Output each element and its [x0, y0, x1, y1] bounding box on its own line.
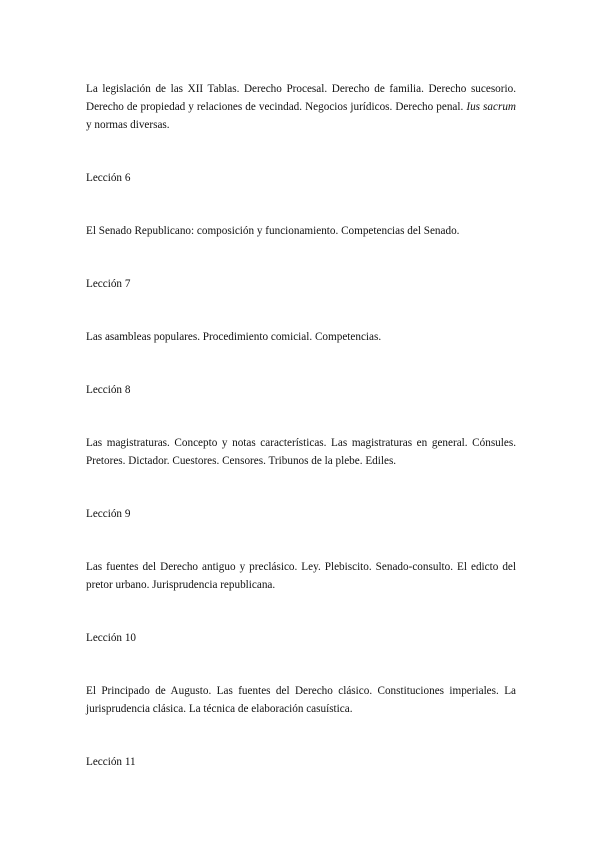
paragraph-xii-tablas [86, 80, 516, 134]
lesson-heading-6: Lección 6 [86, 172, 131, 184]
paragraph-text: y normas diversas. [86, 119, 170, 131]
lesson-text-7: Las asambleas populares. Procedimiento comicial. Competencias. [86, 331, 382, 343]
document-page [86, 80, 516, 771]
lesson-text-8: Las magistraturas. Concepto y notas características. Las magistraturas en general. Cónsules. Pretores. Dictador. Cuestores. Censores. Tribunos de la plebe. Ediles. [86, 437, 516, 467]
lesson-heading-9: Lección 9 [86, 508, 131, 520]
lesson-heading-11: Lección 11 [86, 756, 136, 768]
lesson-heading-10: Lección 10 [86, 632, 137, 644]
lesson-text-6: El Senado Republicano: composición y funcionamiento. Competencias del Senado. [86, 225, 460, 237]
paragraph-italic-term: Ius sacrum [466, 101, 516, 113]
paragraph-text: La legislación de las XII Tablas. Derecho Procesal. Derecho de familia. Derecho sucesorio. Derecho de propiedad y relaciones de vecindad. Negocios jurídicos. Derecho penal. [86, 83, 516, 113]
lesson-text-9: Las fuentes del Derecho antiguo y preclásico. Ley. Plebiscito. Senado-consulto. El edicto del pretor urbano. Jurisprudencia republicana. [86, 561, 516, 591]
lesson-heading-7: Lección 7 [86, 278, 131, 290]
lesson-heading-8: Lección 8 [86, 384, 131, 396]
lesson-text-10: El Principado de Augusto. Las fuentes del Derecho clásico. Constituciones imperiales. La jurisprudencia clásica. La técnica de elaboración casuística. [86, 685, 516, 715]
